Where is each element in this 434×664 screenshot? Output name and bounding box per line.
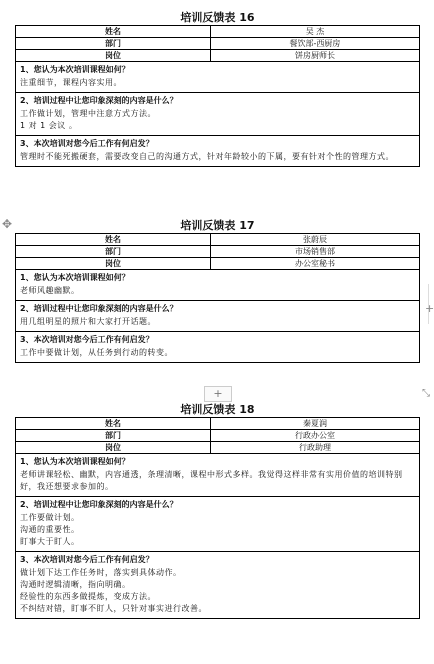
question-cell [16,270,420,301]
table-row [16,246,420,258]
table-row [16,50,420,62]
feedback-form-16 [15,11,420,167]
question-heading: 2、培训过程中让您印象深刻的内容是什么？ [20,500,178,509]
question-row [16,454,420,497]
question-heading: 2、培训过程中让您印象深刻的内容是什么？ [20,304,178,313]
answer-line: 管理时不能死搬硬套，需要改变自己的沟通方式，针对年龄较小的下属，要有针对个性的管理方式。 [20,152,394,161]
row-value-name: 秦夏润 [211,418,420,430]
question-cell [16,552,420,619]
row-value-department: 市场销售部 [211,246,420,258]
form-table [15,233,420,363]
question-heading: 1、您认为本次培训课程如何？ [20,457,130,466]
answer-line: 老师风趣幽默。 [20,286,80,295]
question-cell [16,93,420,136]
row-value-name: 张蔚辰 [211,234,420,246]
question-heading: 3、本次培训对您今后工作有何启发？ [20,555,154,564]
answer-line: 沟通的重要性。 [20,525,80,534]
answer-line: 老师讲课轻松、幽默，内容通透，条理清晰，课程中形式多样。我觉得这样非常有实用价值的培训特别好，我还想要求参加的。 [20,470,403,491]
form-title: 培训反馈表 18 [180,403,255,416]
table-row [16,442,420,454]
row-key-position: 岗位 [16,50,211,62]
row-key-name: 姓名 [16,26,211,38]
answer-line: 1 对 1 会议 。 [20,121,78,130]
question-cell [16,497,420,552]
add-row-icon[interactable]: + [204,386,232,402]
feedback-form-17 [15,219,420,363]
answer-line: 沟通时逻辑清晰，指向明确。 [20,580,131,589]
table-row [16,418,420,430]
row-value-department: 行政办公室 [211,430,420,442]
question-heading: 1、您认为本次培训课程如何？ [20,273,130,282]
question-heading: 1、您认为本次培训课程如何？ [20,65,130,74]
add-column-icon[interactable]: + [425,302,434,315]
form-title: 培训反馈表 17 [180,219,255,232]
answer-line: 注重细节，课程内容实用。 [20,78,122,87]
form-title: 培训反馈表 16 [180,11,255,24]
question-cell [16,136,420,167]
question-row [16,497,420,552]
feedback-form-18 [15,403,420,619]
form-table [15,25,420,167]
question-row [16,552,420,619]
question-row [16,301,420,332]
row-key-department: 部门 [16,38,211,50]
row-value-name: 吴 杰 [211,26,420,38]
answer-line: 经验性的东西多做提炼，变成方法。 [20,592,156,601]
table-row [16,430,420,442]
answer-line: 盯事大于盯人。 [20,537,80,546]
table-row [16,26,420,38]
row-value-position: 办公室秘书 [211,258,420,270]
row-key-position: 岗位 [16,442,211,454]
table-row [16,38,420,50]
row-key-department: 部门 [16,246,211,258]
answer-line: 用几组明星的照片和大家打开话题。 [20,317,156,326]
answer-line: 做计划下达工作任务时，落实到具体动作。 [20,568,182,577]
question-cell [16,454,420,497]
table-row [16,234,420,246]
answer-line: 工作中要做计划，从任务到行动的转变。 [20,348,173,357]
question-cell [16,301,420,332]
question-heading: 3、本次培训对您今后工作有何启发？ [20,335,154,344]
table-move-handle-icon[interactable]: ✥ [2,217,13,231]
answer-line: 工作做计划，管理中注意方式方法。 [20,109,156,118]
question-row [16,136,420,167]
table-row [16,258,420,270]
table-resize-handle-icon[interactable]: ⤡ [422,388,430,399]
row-value-department: 餐饮部-西厨房 [211,38,420,50]
row-key-department: 部门 [16,430,211,442]
question-row [16,332,420,363]
row-key-position: 岗位 [16,258,211,270]
row-key-name: 姓名 [16,418,211,430]
row-key-name: 姓名 [16,234,211,246]
answer-line: 不纠结对错，盯事不盯人，只针对事实进行改善。 [20,604,207,613]
question-cell [16,62,420,93]
question-row [16,93,420,136]
question-cell [16,332,420,363]
question-row [16,270,420,301]
question-heading: 3、本次培训对您今后工作有何启发？ [20,139,154,148]
answer-line: 工作要做计划。 [20,513,80,522]
row-value-position: 饼房厨师长 [211,50,420,62]
question-heading: 2、培训过程中让您印象深刻的内容是什么？ [20,96,178,105]
form-table [15,417,420,619]
row-value-position: 行政助理 [211,442,420,454]
question-row [16,62,420,93]
